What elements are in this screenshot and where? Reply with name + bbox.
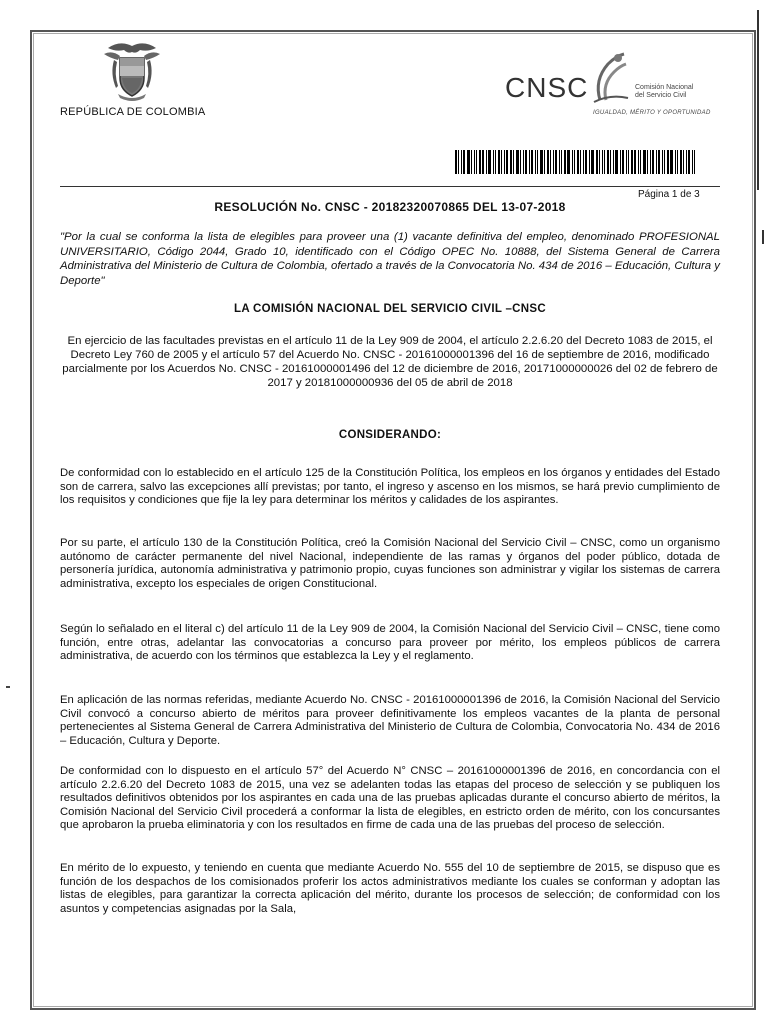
barcode-bar: [510, 150, 512, 174]
barcode-bar: [555, 150, 557, 174]
barcode-bar: [631, 150, 633, 174]
barcode-bar: [585, 150, 587, 174]
barcode-bar: [596, 150, 598, 174]
resolution-title: RESOLUCIÓN No. CNSC - 20182320070865 DEL 13-07-2018: [214, 200, 566, 214]
barcode-bar: [504, 150, 505, 174]
barcode-bar: [650, 150, 651, 174]
barcode-bar: [615, 150, 618, 174]
barcode-bar: [694, 150, 695, 174]
barcode-bar: [495, 150, 496, 174]
barcode-bar: [675, 150, 676, 174]
barcode-bar: [471, 150, 472, 174]
barcode-bar: [572, 150, 573, 174]
barcode-bar: [677, 150, 678, 174]
cnsc-fullname: [635, 84, 715, 100]
cnsc-motto: IGUALDAD, MÉRITO Y OPORTUNIDAD: [593, 110, 711, 116]
cnsc-fullname-line1: Comisión Nacional: [635, 84, 694, 91]
barcode-bar: [467, 150, 470, 174]
commission-heading: LA COMISIÓN NACIONAL DEL SERVICIO CIVIL –CNSC: [234, 303, 546, 315]
barcode-bar: [622, 150, 624, 174]
barcode-bar: [479, 150, 481, 174]
paragraph: En aplicación de las normas referidas, mediante Acuerdo No. CNSC - 20161000001396 de 2016, la Comisión Nacional del Servicio Civil convocó a concurso abierto de méritos para proveer definitivamente los empleos vacantes de la planta de personal pertenecientes al Sistema General de Carrera Administrativa del Ministerio de Cultura de Colombia, Convocatoria No. 434 de 2016 – Educación, Cultura y Deporte.: [60, 694, 720, 747]
barcode-bar: [686, 150, 687, 174]
barcode-bar: [455, 150, 457, 174]
barcode-bar: [567, 150, 570, 174]
barcode-bar: [520, 150, 521, 174]
barcode-bar: [559, 150, 560, 174]
barcode-bar: [486, 150, 487, 174]
barcode-bar: [667, 150, 669, 174]
barcode-bar: [498, 150, 500, 174]
barcode-bar: [634, 150, 636, 174]
barcode-bar: [547, 150, 549, 174]
barcode-bar: [531, 150, 533, 174]
coat-of-arms-icon: [100, 38, 164, 102]
scan-edge-line: [757, 10, 759, 190]
barcode-bar: [652, 150, 654, 174]
barcode-bar: [604, 150, 605, 174]
barcode-bar: [610, 150, 611, 174]
barcode-bar: [463, 150, 465, 174]
cnsc-logo-text: CNSC: [505, 72, 589, 103]
barcode-bar: [577, 150, 579, 174]
barcode-bar: [670, 150, 673, 174]
country-name: REPÚBLICA DE COLOMBIA: [60, 106, 206, 118]
paragraph: En mérito de lo expuesto, y teniendo en cuenta que mediante Acuerdo No. 555 del 10 de septiembre de 2015, se dispuso que es función de los despachos de los comisionados proferir los actos administrativos mediante los cuales se conforman y adoptan las listas de elegibles, para garantizar la correcta aplicación del mérito, durante los procesos de selección; de conformidad con los asuntos y competencias asignadas por la Sala,: [60, 862, 720, 915]
barcode-bar: [501, 150, 502, 174]
barcode-bar: [523, 150, 524, 174]
barcode-bar: [506, 150, 508, 174]
barcode-bar: [550, 150, 551, 174]
scan-mark: [6, 686, 10, 688]
barcode-bar: [525, 150, 527, 174]
barcode-bar: [540, 150, 543, 174]
considerando-heading: CONSIDERANDO:: [338, 429, 442, 441]
paragraph: Según lo señalado en el literal c) del artículo 11 de la Ley 909 de 2004, la Comisión Nacional del Servicio Civil – CNSC, tiene como función, entre otras, adelantar las convocatorias a concurso para proveer por mérito, los empleos públicos de carrera administrativa, de acuerdo con los términos que establezca la Ley y el reglamento.: [60, 623, 720, 663]
barcode-bar: [544, 150, 545, 174]
barcode: [455, 150, 710, 174]
scan-edge-tick: [762, 230, 764, 244]
barcode-bar: [476, 150, 477, 174]
barcode-bar: [683, 150, 684, 174]
barcode-bar: [591, 150, 594, 174]
barcode-bar: [516, 150, 519, 174]
barcode-bar: [488, 150, 491, 174]
barcode-bar: [574, 150, 575, 174]
barcode-bar: [620, 150, 621, 174]
barcode-bar: [529, 150, 530, 174]
cnsc-fullname-line2: del Servicio Civil: [635, 92, 687, 99]
resolution-summary: "Por la cual se conforma la lista de elegibles para proveer una (1) vacante definitiva del empleo, denominado PROFESIONAL UNIVERSITARIO, Código 2044, Grado 10, identificado con el Código OPEC No. 10888, del Sistema General de Carrera Administrativa del Ministerio de Cultura de Colombia, ofertado a través de la Convocatoria No. 434 de 2016 – Educación, Cultura y Deporte": [60, 231, 720, 287]
barcode-bar: [580, 150, 581, 174]
barcode-bar: [482, 150, 484, 174]
barcode-bar: [458, 150, 459, 174]
barcode-bar: [589, 150, 590, 174]
barcode-bar: [664, 150, 665, 174]
barcode-bar: [474, 150, 475, 174]
paragraph: De conformidad con lo dispuesto en el artículo 57° del Acuerdo N° CNSC – 20161000001396 de 2016, en concordancia con el artículo 2.2.6.20 del Decreto 1083 de 2015, una vez se adelanten todas las etapas del proceso de selección y se publiquen los resultados definitivos obtenidos por los aspirantes en cada una de las pruebas aplicadas durante el concurso abierto de méritos, la Comisión Nacional del Servicio Civil procederá a conformar la lista de elegibles, en estricto orden de mérito, con los concursantes que aprobaron la prueba eliminatoria y con los resultados en firme de cada una de las pruebas del proceso de selección.: [60, 765, 720, 832]
barcode-bar: [537, 150, 538, 174]
document-header: [60, 38, 720, 163]
barcode-bar: [692, 150, 693, 174]
barcode-bar: [461, 150, 462, 174]
header-rule: [60, 186, 720, 187]
barcode-bar: [628, 150, 629, 174]
paragraph: Por su parte, el artículo 130 de la Constitución Política, creó la Comisión Nacional del Servicio Civil – CNSC, como un organismo autónomo de carácter permanente del nivel Nacional, independiente de las ramas y órganos del poder público, dotada de personería jurídica, autonomía administrativa y patrimonio propio, cuyas funciones son administrar y vigilar los sistemas de carrera administrativa, excepto los especiales de origen Constitucional.: [60, 537, 720, 590]
barcode-bar: [613, 150, 614, 174]
barcode-bar: [658, 150, 660, 174]
barcode-bar: [647, 150, 648, 174]
page-number: Página 1 de 3: [638, 189, 700, 200]
barcode-bar: [656, 150, 657, 174]
page-border-inner: [33, 33, 753, 1007]
barcode-bar: [553, 150, 554, 174]
powers-paragraph: En ejercicio de las facultades previstas en el artículo 11 de la Ley 909 de 2004, el artículo 2.2.6.20 del Decreto 1083 de 2015, el Decreto Ley 760 de 2005 y el artículo 57 del Acuerdo No. CNSC - 20161000001396 del 16 de septiembre de 2016, modificado parcialmente por los Acuerdos No. CNSC - 20161000001496 del 12 de diciembre de 2016, 20171000000026 del 02 de febrero de 2017 y 20181000000936 del 05 de abril de 2018: [62, 335, 718, 389]
barcode-bar: [493, 150, 494, 174]
barcode-bar: [680, 150, 682, 174]
barcode-bar: [535, 150, 536, 174]
barcode-bar: [688, 150, 690, 174]
barcode-bar: [599, 150, 600, 174]
cnsc-logo: [505, 50, 720, 120]
barcode-bar: [643, 150, 646, 174]
barcode-bar: [626, 150, 627, 174]
barcode-bar: [638, 150, 639, 174]
barcode-bar: [564, 150, 566, 174]
barcode-bar: [513, 150, 514, 174]
barcode-bar: [662, 150, 663, 174]
barcode-bar: [602, 150, 603, 174]
cnsc-emblem-icon: [590, 50, 630, 105]
paragraph: De conformidad con lo establecido en el artículo 125 de la Constitución Política, los empleos en los órganos y entidades del Estado son de carrera, salvo las excepciones allí previstas; por tanto, el ingreso y ascenso en los mismos, se hará previo cumplimiento de los requisitos y condiciones que fije la ley para determinar los méritos y calidades de los aspirantes.: [60, 467, 720, 507]
barcode-bar: [607, 150, 609, 174]
barcode-bar: [640, 150, 641, 174]
barcode-bar: [561, 150, 562, 174]
barcode-bar: [583, 150, 584, 174]
